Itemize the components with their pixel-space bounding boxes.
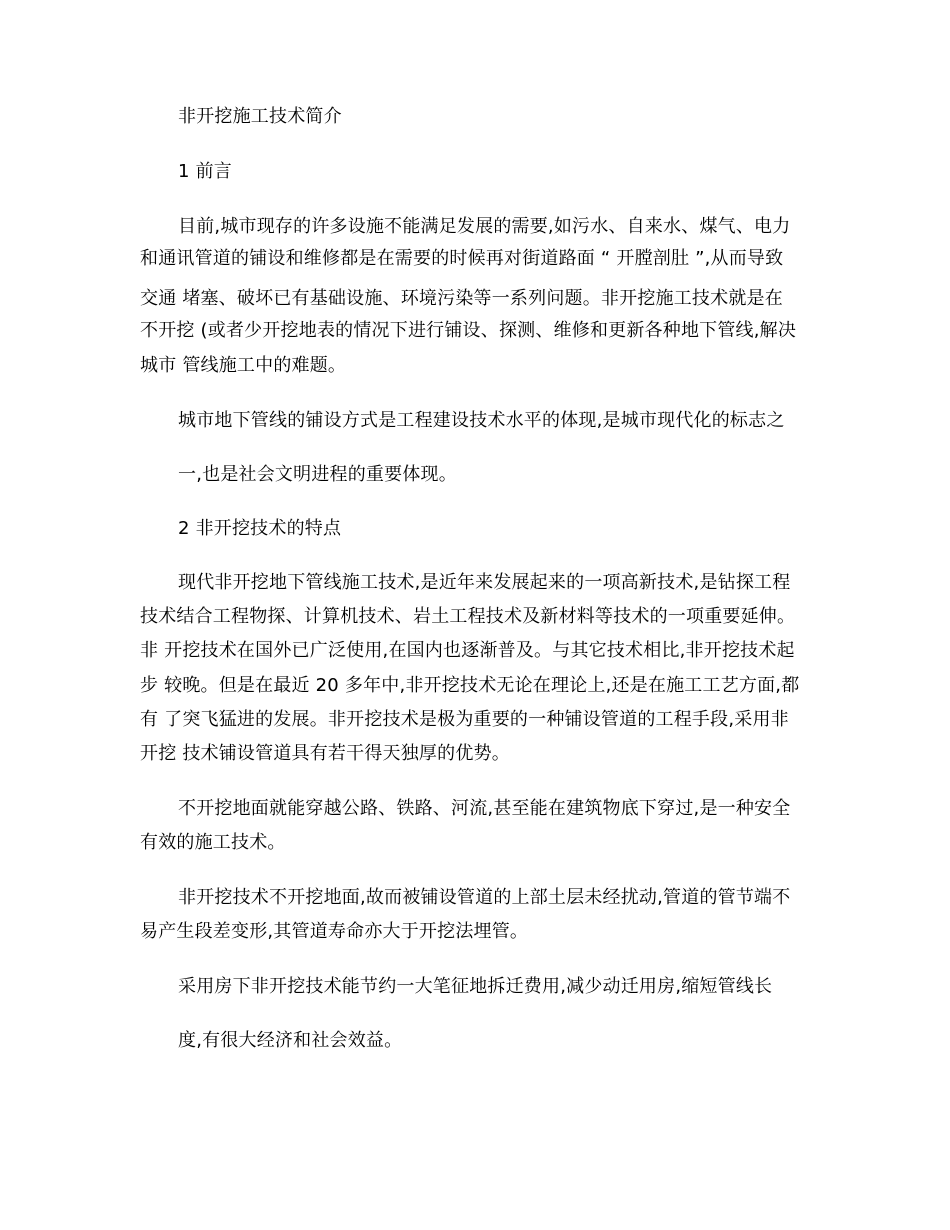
paragraph-1-line-5: 城市 管线施工中的难题。 <box>140 355 347 376</box>
paragraph-6-line-1: 采用房下非开挖技术能节约一大笔征地拆迁费用,减少动迁用房,缩短管线长 <box>178 976 773 997</box>
paragraph-3-line-5: 有 了突飞猛进的发展。非开挖技术是极为重要的一种铺设管道的工程手段,采用非 <box>140 709 789 730</box>
paragraph-5-line-2: 易产生段差变形,其管道寿命亦大于开挖法埋管。 <box>140 921 529 942</box>
paragraph-1-line-2: 和通讯管道的铺设和维修都是在需要的时候再对街道路面 “ 开膛剖肚 ”,从而导致 <box>140 248 784 269</box>
paragraph-3-line-6: 开挖 技术铺设管道具有若干得天独厚的优势。 <box>140 743 510 764</box>
paragraph-4-line-1: 不开挖地面就能穿越公路、铁路、河流,甚至能在建筑物底下穿过,是一种安全 <box>178 798 791 819</box>
paragraph-2-line-1: 城市地下管线的铺设方式是工程建设技术水平的体现,是城市现代化的标志之 <box>178 410 785 431</box>
paragraph-3-line-4: 步 较晚。但是在最近 20 多年中,非开挖技术无论在理论上,还是在施工工艺方面,都 <box>140 675 800 696</box>
paragraph-1-line-1: 目前,城市现存的许多设施不能满足发展的需要,如污水、自来水、煤气、电力 <box>178 216 791 237</box>
paragraph-5-line-1: 非开挖技术不开挖地面,故而被铺设管道的上部土层未经扰动,管道的管节端不 <box>178 887 791 908</box>
paragraph-4-line-2: 有效的施工技术。 <box>140 832 286 853</box>
document-title: 非开挖施工技术简介 <box>178 106 342 127</box>
paragraph-2-line-2: 一,也是社会文明进程的重要体现。 <box>178 464 457 485</box>
paragraph-6-line-2: 度,有很大经济和社会效益。 <box>178 1030 403 1051</box>
paragraph-3-line-2: 技术结合工程物探、计算机技术、岩土工程技术及新材料等技术的一项重要延伸。 <box>140 606 796 627</box>
paragraph-1-line-4: 不开挖 (或者少开挖地表的情况下进行铺设、探测、维修和更新各种地下管线,解决 <box>140 320 797 341</box>
section-1-heading: 1 前言 <box>178 161 232 182</box>
section-2-heading: 2 非开挖技术的特点 <box>178 518 342 539</box>
paragraph-3-line-3: 非 开挖技术在国外已广泛使用,在国内也逐渐普及。与其它技术相比,非开挖技术起 <box>140 640 795 661</box>
paragraph-3-line-1: 现代非开挖地下管线施工技术,是近年来发展起来的一项高新技术,是钻探工程 <box>178 572 791 593</box>
paragraph-1-line-3: 交通 堵塞、破坏已有基础设施、环境污染等一系列问题。非开挖施工技术就是在 <box>140 288 783 309</box>
